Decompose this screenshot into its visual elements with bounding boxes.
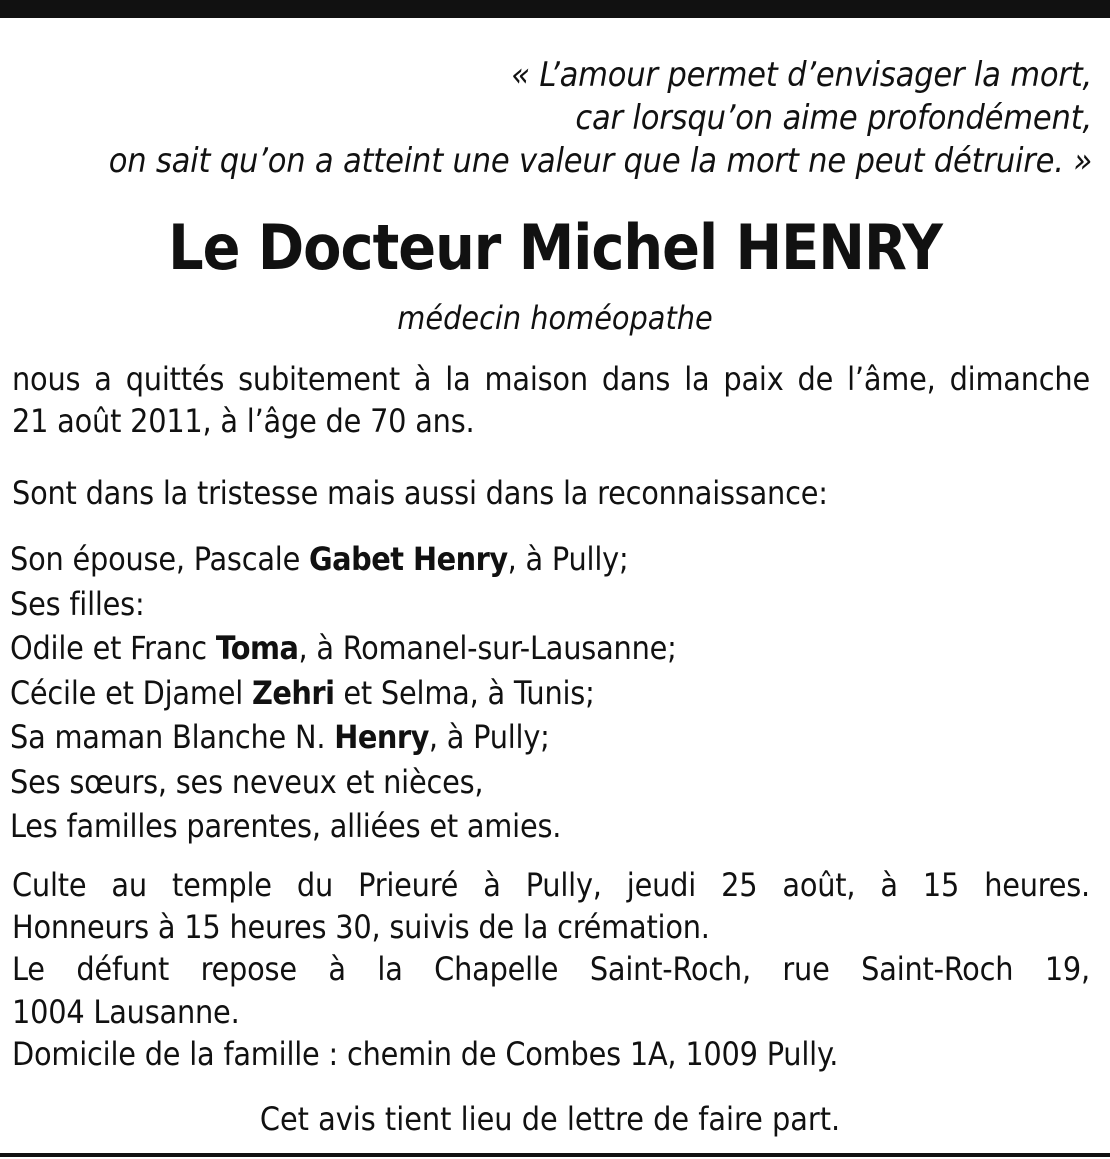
family-surname: Gabet Henry <box>309 540 508 578</box>
family-text: , à Pully; <box>428 718 550 756</box>
family-text: et Selma, à Tunis; <box>334 673 595 712</box>
family-text: Son épouse, Pascale <box>10 540 310 578</box>
announcement-line: nous a quittés subitement à la maison dans la paix de l’âme, dimanche <box>12 360 1090 398</box>
sorrow-intro-text: Sont dans la tristesse mais aussi dans la reconnaissance: <box>12 474 828 512</box>
service-line: 1004 Lausanne. <box>12 992 240 1031</box>
service-line: Domicile de la famille : chemin de Combes 1A, 1009 Pully. <box>12 1034 839 1073</box>
family-siblings: Ses sœurs, ses neveux et nièces, <box>10 762 484 801</box>
family-text: Odile et Franc <box>10 629 216 667</box>
family-surname: Toma <box>215 629 299 667</box>
family-mother <box>10 715 1088 760</box>
sorrow-intro <box>12 472 1090 514</box>
epigraph-quote <box>32 54 1092 183</box>
top-border-rule <box>0 0 1110 18</box>
family-daughter <box>10 671 1088 716</box>
family-surname: Henry <box>334 718 429 756</box>
announcement-paragraph <box>12 358 1090 442</box>
family-text: Cécile et Djamel <box>10 673 252 712</box>
deceased-name: Le Docteur Michel HENRY <box>168 211 942 284</box>
family-text: Sa maman Blanche N. <box>10 718 335 756</box>
bottom-border-rule <box>0 1153 1110 1157</box>
family-relatives: Les familles parentes, alliées et amies. <box>10 807 562 845</box>
closing-notice: Cet avis tient lieu de lettre de faire part. <box>259 1100 841 1138</box>
service-details <box>12 864 1090 1075</box>
family-daughters-label: Ses filles: <box>10 584 145 623</box>
deceased-profession: médecin homéopathe <box>397 299 713 337</box>
quote-line: car lorsqu’on aime profondément, <box>575 98 1092 138</box>
quote-line: on sait qu’on a atteint une valeur que la mort ne peut détruire. » <box>108 141 1092 181</box>
quote-line: « L’amour permet d’envisager la mort, <box>511 55 1092 95</box>
service-line: Culte au temple du Prieuré à Pully, jeudi 25 août, à 15 heures. <box>12 866 1090 904</box>
family-daughter <box>10 626 1088 671</box>
service-line: Le défunt repose à la Chapelle Saint-Roch, rue Saint-Roch 19, <box>12 950 1090 989</box>
family-list <box>10 537 1088 849</box>
service-line: Honneurs à 15 heures 30, suivis de la crémation. <box>12 908 710 947</box>
family-text: , à Romanel-sur-Lausanne; <box>298 629 677 667</box>
announcement-line: 21 août 2011, à l’âge de 70 ans. <box>12 402 475 440</box>
family-surname: Zehri <box>251 673 335 712</box>
family-text: , à Pully; <box>507 540 629 578</box>
family-spouse <box>10 537 1088 582</box>
